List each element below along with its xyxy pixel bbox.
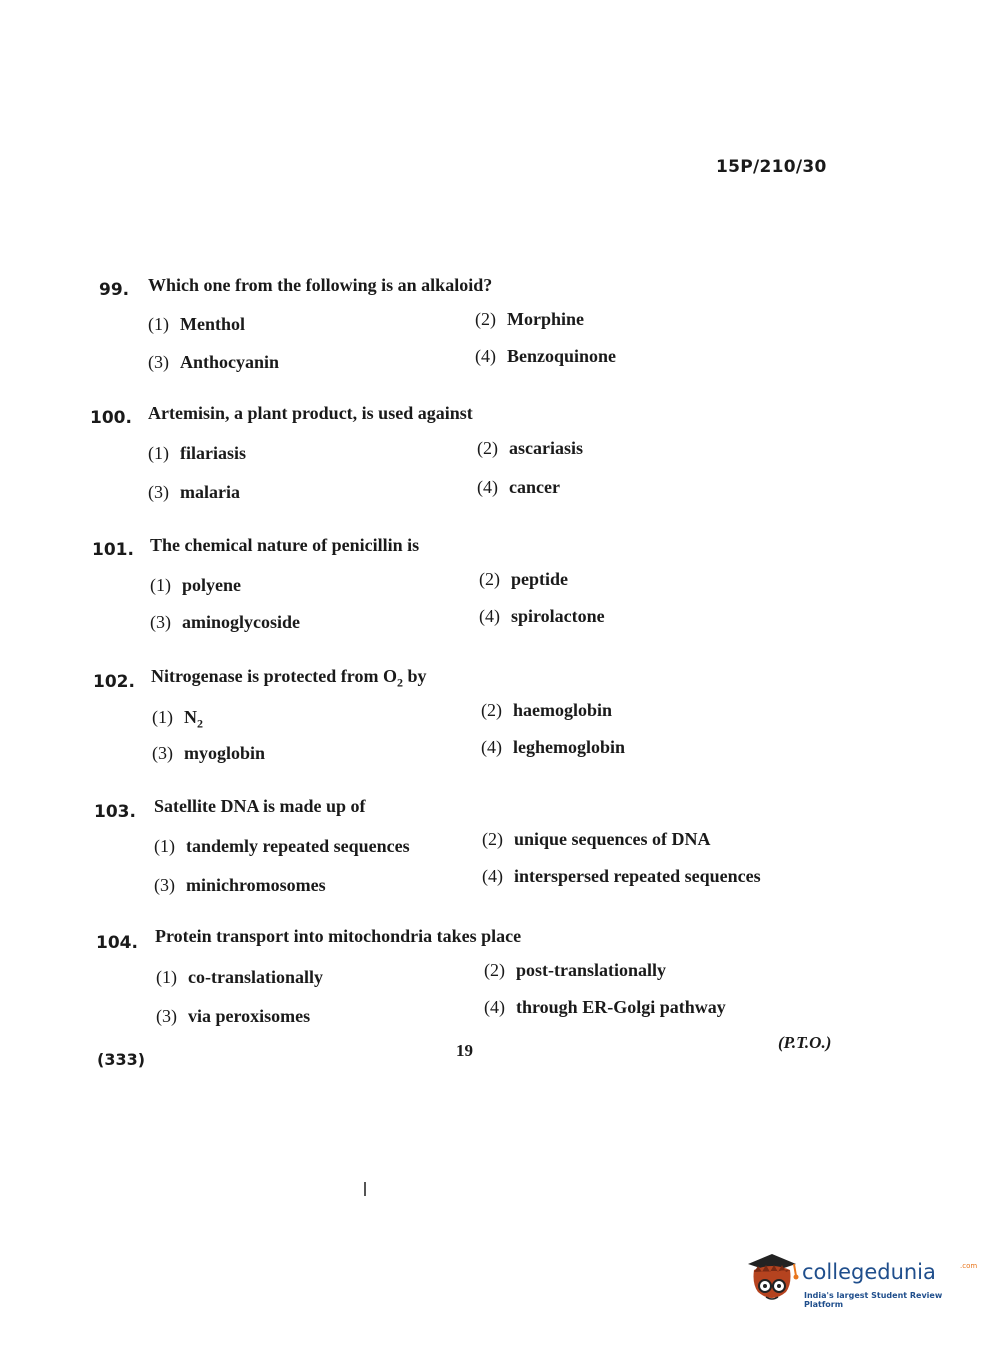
question-99 <box>0 270 1001 390</box>
brand-name: collegedunia <box>802 1260 936 1284</box>
option-2: (2) haemoglobin <box>481 700 613 720</box>
brand-domain: .com <box>960 1262 978 1270</box>
option-4: (4) through ER-Golgi pathway <box>484 997 726 1017</box>
option-2: (2) post-translationally <box>484 960 667 980</box>
option-3: (3) Anthocyanin <box>148 352 280 372</box>
question-text: The chemical nature of penicillin is <box>150 535 420 555</box>
option-1: (1) filariasis <box>148 443 246 463</box>
question-text: Protein transport into mitochondria takes place <box>155 926 522 946</box>
stray-mark <box>364 1182 366 1196</box>
paper-code: 15P/210/30 <box>716 157 827 177</box>
question-number: 103. <box>94 802 136 822</box>
question-text: Satellite DNA is made up of <box>154 796 366 816</box>
question-number: 99. <box>99 280 130 300</box>
option-1: (1) tandemly repeated sequences <box>154 836 410 856</box>
pto-label: (P.T.O.) <box>778 1033 832 1052</box>
option-3: (3) myoglobin <box>152 743 266 763</box>
option-3: (3) malaria <box>148 482 240 502</box>
page-number: 19 <box>456 1041 473 1060</box>
question-number: 102. <box>93 672 135 692</box>
option-4: (4) leghemoglobin <box>481 737 626 757</box>
brand-watermark <box>744 1250 978 1310</box>
question-103 <box>0 795 1001 915</box>
question-text: Nitrogenase is protected from $O_2$ by <box>151 666 427 690</box>
brand-tagline: India's largest Student Review Platform <box>804 1291 943 1309</box>
option-1: (1) Menthol <box>148 314 245 334</box>
option-2: (2) ascariasis <box>477 438 583 458</box>
option-4: (4) interspersed repeated sequences <box>482 866 761 886</box>
option-3: (3) aminoglycoside <box>150 612 301 632</box>
mascot-logo-icon <box>744 1250 800 1310</box>
option-4: (4) spirolactone <box>479 606 605 626</box>
question-text: Which one from the following is an alkaloid? <box>148 275 493 295</box>
option-1: (1) $N_2$ <box>152 707 203 731</box>
question-104 <box>0 926 1001 1046</box>
question-102 <box>0 665 1001 785</box>
option-2: (2) unique sequences of DNA <box>482 829 711 849</box>
question-100 <box>0 401 1001 521</box>
question-number: 104. <box>96 933 138 953</box>
option-2: (2) Morphine <box>475 309 585 329</box>
option-4: (4) cancer <box>477 477 560 497</box>
option-3: (3) via peroxisomes <box>156 1006 311 1026</box>
option-2: (2) peptide <box>479 569 569 589</box>
option-4: (4) Benzoquinone <box>475 346 617 366</box>
option-1: (1) polyene <box>150 575 242 595</box>
question-number: 100. <box>90 408 132 428</box>
question-number: 101. <box>92 540 134 560</box>
question-text: Artemisin, a plant product, is used against <box>148 403 473 423</box>
option-3: (3) minichromosomes <box>154 875 326 895</box>
footer-code: (333) <box>97 1050 146 1069</box>
question-101 <box>0 533 1001 653</box>
option-1: (1) co-translationally <box>156 967 323 987</box>
